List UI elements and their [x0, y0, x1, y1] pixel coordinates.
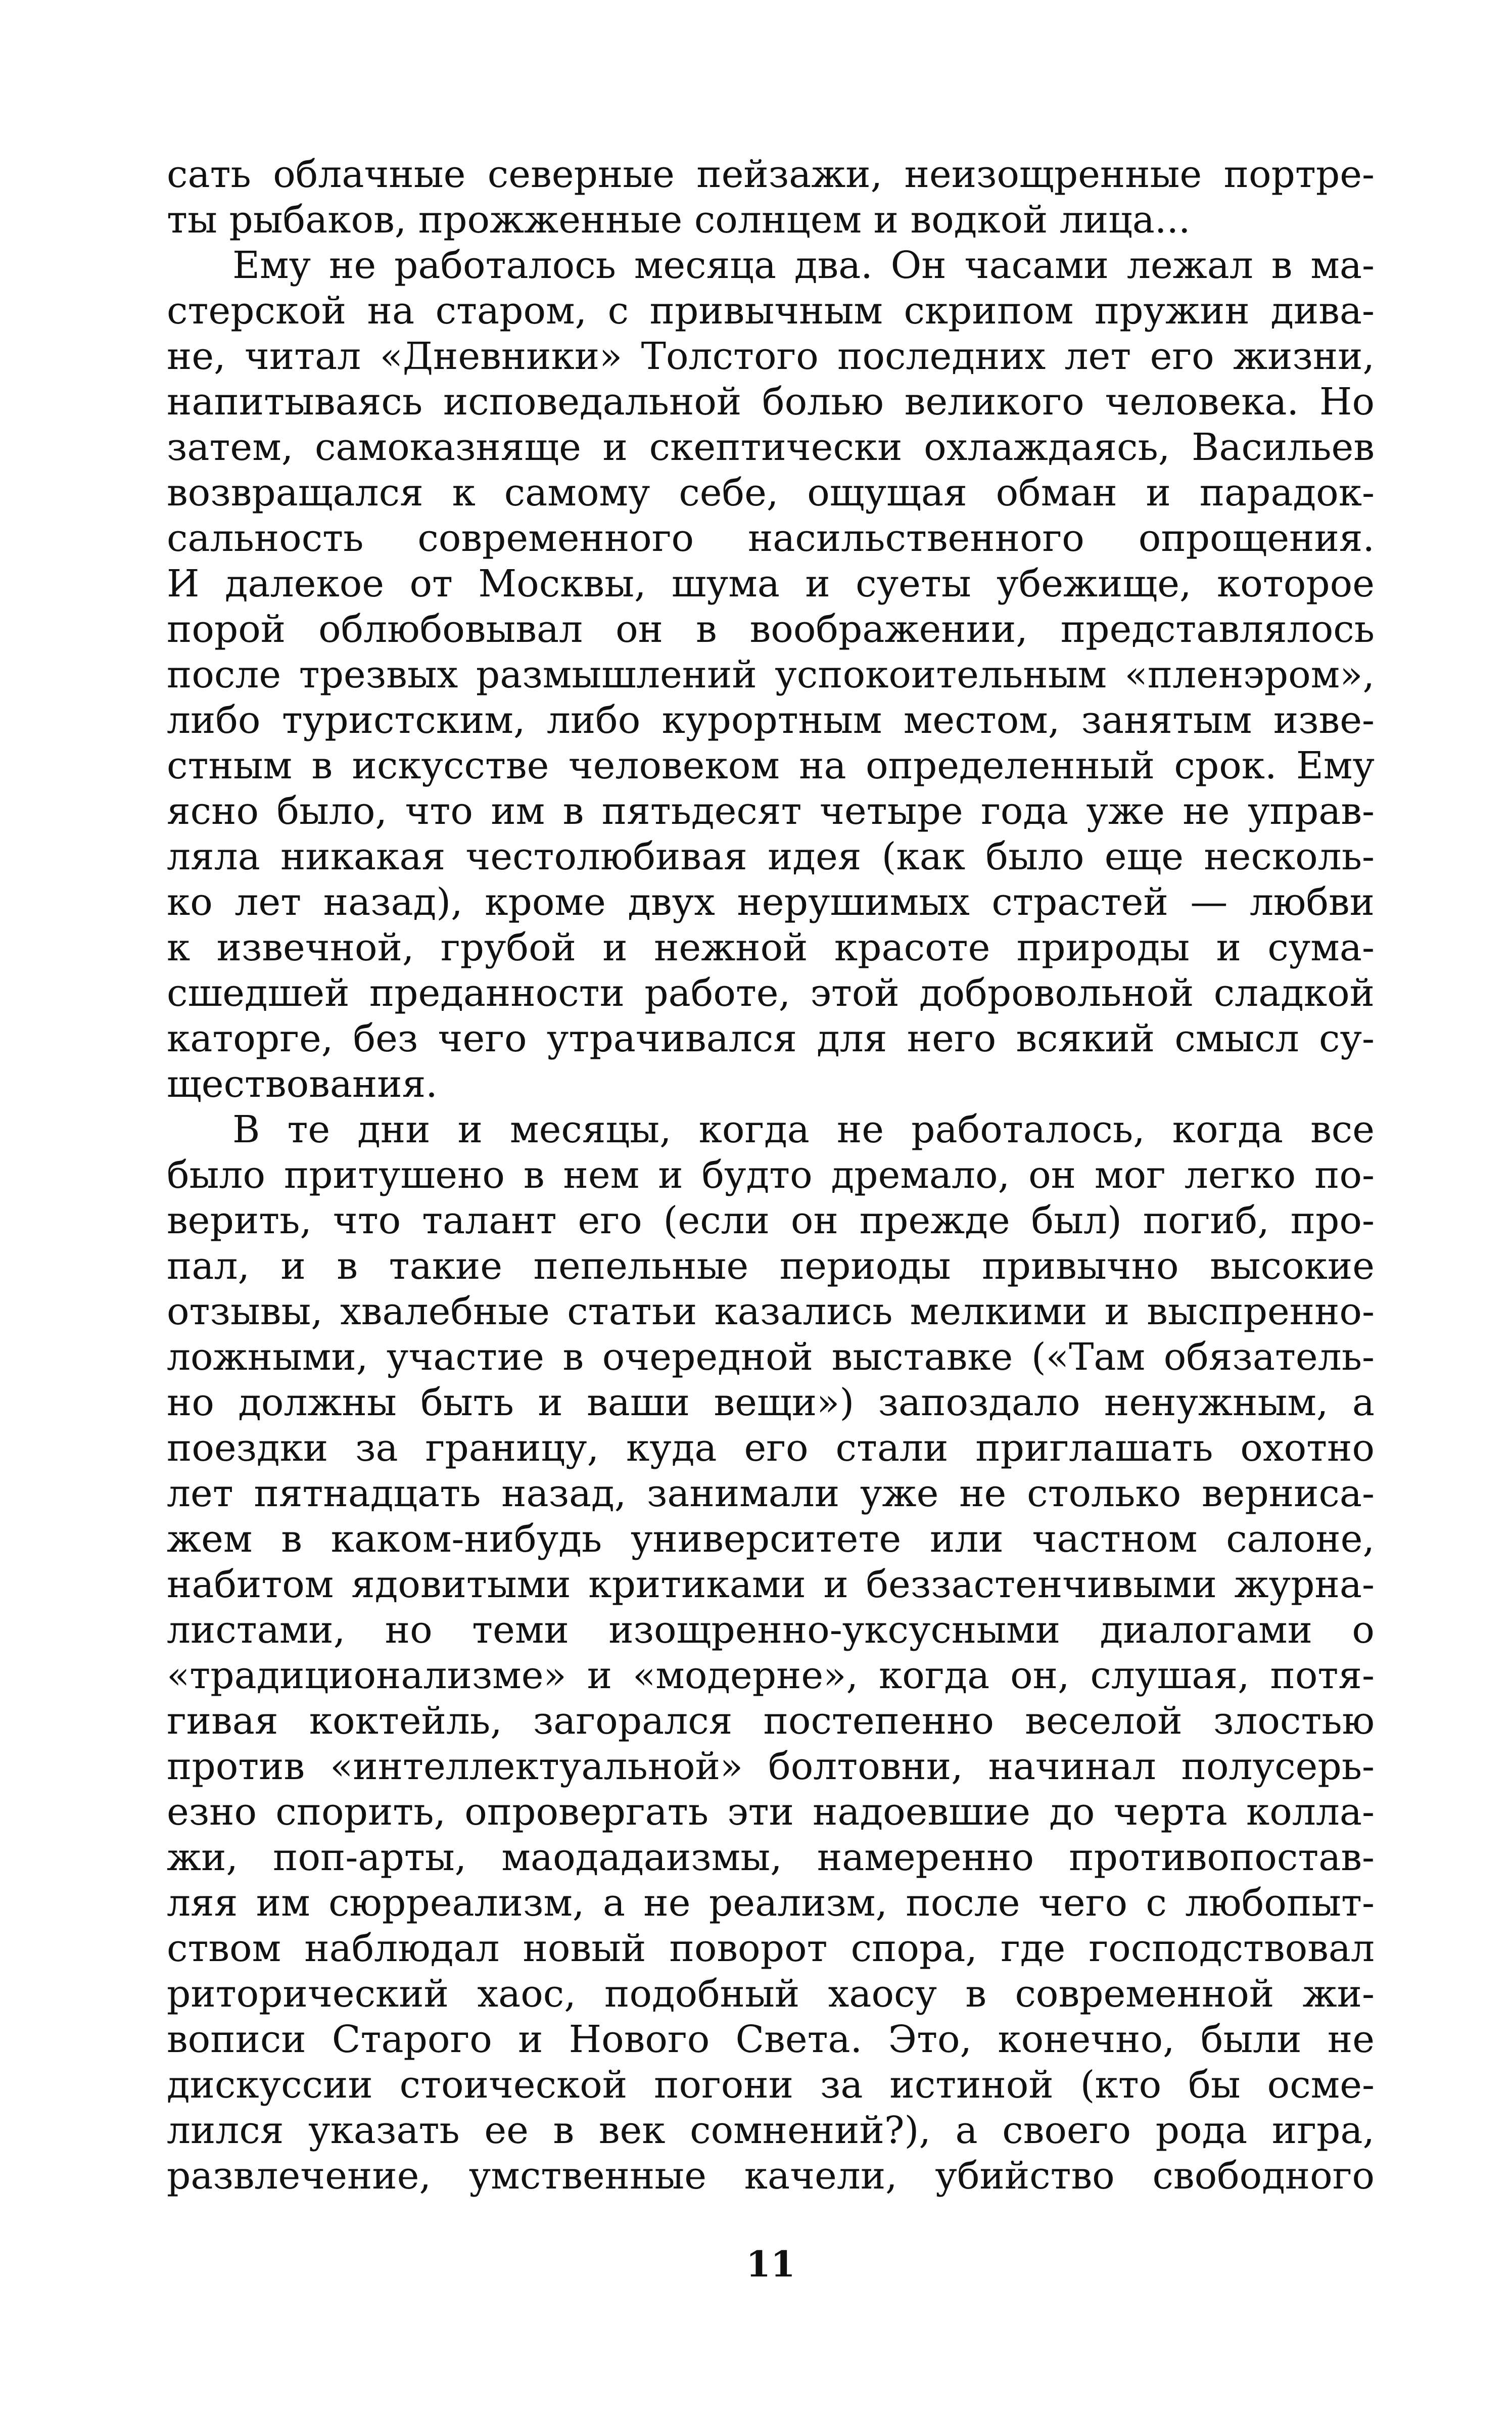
text-line: после трезвых размышлений успокоительным «пленэром»,	[167, 653, 1375, 696]
text-line: сальность современного насильственного опрощения.	[167, 517, 1375, 560]
text-line: лился указать ее в век сомнений?), а своего рода игра,	[167, 2109, 1375, 2152]
text-line: сать облачные северные пейзажи, неизощренные портре-	[167, 153, 1375, 196]
text-line: развлечение, умственные качели, убийство свободного	[167, 2154, 1375, 2198]
text-line: сшедшей преданности работе, этой добровольной сладкой	[167, 971, 1375, 1015]
text-line: гивая коктейль, загорался постепенно веселой злостью	[167, 1699, 1375, 1743]
text-line: жи, поп-арты, маодадаизмы, намеренно противопостав-	[167, 1836, 1375, 1879]
text-line: «традиционализме» и «модерне», когда он, слушая, потя-	[167, 1654, 1375, 1697]
text-line: листами, но теми изощренно-уксусными диалогами о	[167, 1608, 1375, 1652]
page-number: 11	[746, 2243, 795, 2285]
text-line: ством наблюдал новый поворот спора, где господствовал	[167, 1927, 1375, 1970]
text-line: вописи Старого и Нового Света. Это, конечно, были не	[167, 2018, 1375, 2061]
text-line: ложными, участие в очередной выставке («Там обязатель-	[167, 1335, 1375, 1379]
text-line: отзывы, хвалебные статьи казались мелкими и выспренно-	[167, 1290, 1375, 1333]
text-line: возвращался к самому себе, ощущая обман и парадок-	[167, 471, 1375, 515]
text-line: поездки за границу, куда его стали приглашать охотно	[167, 1426, 1375, 1470]
text-line: И далекое от Москвы, шума и суеты убежище, которое	[167, 562, 1375, 606]
text-line: верить, что талант его (если он прежде был) погиб, про-	[167, 1199, 1375, 1242]
text-line: стерской на старом, с привычным скрипом пружин дива-	[167, 289, 1375, 333]
text-line: не, читал «Дневники» Толстого последних лет его жизни,	[167, 335, 1375, 378]
text-line: лет пятнадцать назад, занимали уже не столько верниса-	[167, 1472, 1375, 1515]
text-line: порой облюбовывал он в воображении, представлялось	[167, 608, 1375, 651]
text-line: ты рыбаков, прожженные солнцем и водкой лица...	[167, 198, 1191, 242]
book-page	[167, 152, 1375, 2325]
paragraph-start-line: В те дни и месяцы, когда не работалось, когда все	[232, 1108, 1375, 1151]
text-line: дискуссии стоической погони за истиной (кто бы осме-	[167, 2063, 1375, 2107]
text-line: против «интеллектуальной» болтовни, начинал полусерь-	[167, 1745, 1375, 1788]
text-line: ко лет назад), кроме двух нерушимых страстей — любви	[167, 880, 1375, 924]
text-line: жем в каком-нибудь университете или частном салоне,	[167, 1517, 1375, 1561]
text-line: было притушено в нем и будто дремало, он мог легко по-	[167, 1153, 1375, 1197]
text-line: набитом ядовитыми критиками и беззастенчивыми журна-	[167, 1563, 1375, 1606]
text-line: к извечной, грубой и нежной красоте природы и сума-	[167, 926, 1375, 969]
paragraph-start-line: Ему не работалось месяца два. Он часами лежал в ма-	[232, 244, 1375, 287]
text-line: ясно было, что им в пятьдесят четыре года уже не управ-	[167, 789, 1375, 833]
text-line: но должны быть и ваши вещи») запоздало ненужным, а	[167, 1381, 1375, 1424]
text-line: стным в искусстве человеком на определенный срок. Ему	[167, 744, 1375, 787]
body-text	[167, 152, 1375, 2199]
text-line: напитываясь исповедальной болью великого человека. Но	[167, 380, 1375, 424]
text-line: каторге, без чего утрачивался для него всякий смысл су-	[167, 1017, 1375, 1060]
text-line: езно спорить, опровергать эти надоевшие до черта колла-	[167, 1790, 1375, 1834]
text-line: пал, и в такие пепельные периоды привычно высокие	[167, 1244, 1375, 1288]
text-line: либо туристским, либо курортным местом, занятым изве-	[167, 699, 1375, 742]
text-line: затем, самоказняще и скептически охлаждаясь, Васильев	[167, 426, 1375, 469]
text-line: ляла никакая честолюбивая идея (как было еще несколь-	[167, 835, 1375, 878]
text-line: ляя им сюрреализм, а не реализм, после чего с любопыт-	[167, 1881, 1375, 1925]
text-line: риторический хаос, подобный хаосу в современной жи-	[167, 1972, 1375, 2016]
text-line: ществования.	[167, 1062, 438, 1106]
